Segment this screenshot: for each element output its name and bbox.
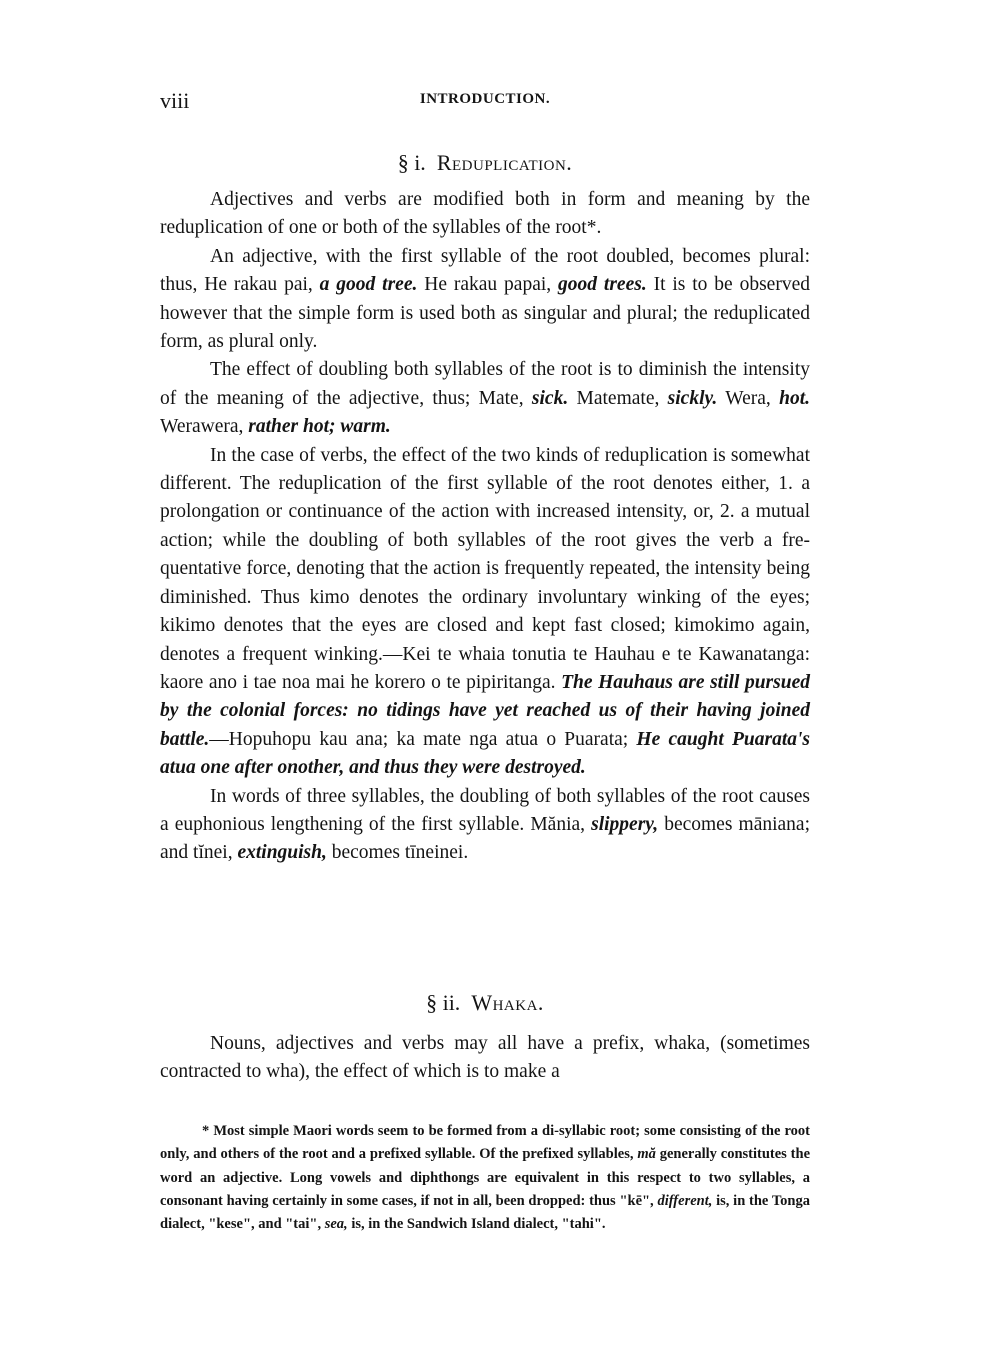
running-head: [160, 88, 810, 116]
text-run: becomes māniana; and tĭnei,: [160, 813, 810, 864]
italic-gloss: a good tree.: [319, 274, 418, 296]
text-run: * Most simple Maori words seem to be formed from a di-syllabic root; some consisting of the root only, and others of the root and a prefixed syllable. Of the prefixed syllables,: [160, 1123, 810, 1163]
section-mark: § ii.: [426, 990, 461, 1015]
section-title: Whaka.: [471, 990, 544, 1015]
text-run: becomes tīneinei.: [326, 842, 469, 864]
text-run: —Hopuhopu kau ana; ka mate nga atua o Puarata;: [209, 728, 637, 750]
footnote-text: [160, 1120, 810, 1236]
section-title: Reduplication.: [436, 150, 573, 175]
text-run: Adjectives and verbs are modified both in form and meaning by the reduplication of one or both of the syllables of the root*.: [160, 189, 810, 239]
text-run: He rakau papai,: [417, 274, 559, 296]
italic-gloss: different,: [657, 1192, 713, 1209]
italic-gloss: hot.: [779, 387, 810, 409]
paragraph: [160, 442, 810, 783]
section-body-whaka: [160, 1030, 810, 1087]
italic-gloss: He caught Puarata's atua one after onother, and thus they were destroyed.: [160, 728, 810, 779]
paragraph: [160, 783, 810, 868]
italic-gloss: sickly.: [667, 387, 718, 409]
italic-gloss: mă: [637, 1146, 656, 1163]
page-number: viii: [160, 88, 190, 113]
text-run: Matemate,: [568, 387, 668, 409]
text-run: Werawera,: [160, 416, 249, 438]
section-heading-reduplication: [160, 150, 810, 176]
italic-gloss: rather hot; warm.: [248, 416, 391, 438]
section-heading-whaka: [160, 990, 810, 1016]
text-run: is, in the Sandwich Island dialect, "tahi".: [347, 1216, 606, 1233]
italic-gloss: slippery,: [591, 813, 659, 835]
paragraph: [160, 243, 810, 357]
paragraph: [160, 186, 810, 243]
italic-gloss: The Hauhaus are still pursued by the colonial forces: no tidings have yet reached us of their having joined battle.: [160, 671, 810, 750]
text-run: An adjective, with the first syllable of the root doubled, becomes plural: thus, He rakau pai,: [160, 245, 810, 296]
text-run: The effect of doubling both syllables of the root is to diminish the intensity of the meaning of the adjective, thus; Mate,: [160, 359, 810, 409]
text-run: It is to be observed however that the simple form is used both as singular and plural; the reduplicated form, as plural only.: [160, 274, 810, 353]
text-run: Wera,: [717, 387, 780, 409]
italic-gloss: sick.: [531, 387, 569, 409]
text-run: Nouns, adjectives and verbs may all have a prefix, whaka, (sometimes contracted to wha), the effect of which is to make a: [160, 1033, 810, 1083]
section-body-reduplication: [160, 186, 810, 868]
italic-gloss: extinguish,: [237, 842, 327, 864]
paragraph: [160, 356, 810, 441]
italic-gloss: sea,: [324, 1216, 348, 1233]
section-mark: § i.: [397, 150, 426, 175]
text-run: is, in the Tonga dialect, "kese", and "tai",: [160, 1192, 810, 1233]
footnote: [160, 1120, 810, 1236]
italic-gloss: good trees.: [558, 274, 647, 296]
text-run: In the case of verbs, the effect of the two kinds of reduplication is somewhat different. The reduplication of the first syllable of the root denotes either, 1. a prolongation or continuance of the action with increased intensity, or, 2. a mutual action; while the doubling of both syllables of the root gives the verb a frequentative force, denoting that the action is frequently repeated, the intensity being diminished. Thus kimo denotes the ordinary involuntary winking of the eyes; kikimo denotes that the eyes are closed and kept fast closed; kimokimo again, denotes a frequent winking.—Kei te whaia tonutia te Hauhau e te Kawanatanga: kaore ano i tae noa mai he korero o te pipiritanga.: [160, 444, 810, 693]
paragraph: [160, 1030, 810, 1087]
text-run: In words of three syllables, the doubling of both syllables of the root causes a euphonious lengthening of the first syllable. Mănia,: [160, 785, 810, 835]
text-run: generally constitutes the word an adjective. Long vowels and diphthongs are equivalent in this respect to two syllables, a consonant having certainly in some cases, if not in all, been dropped: thus "kē",: [160, 1146, 811, 1209]
running-title: INTRODUCTION.: [419, 91, 551, 107]
